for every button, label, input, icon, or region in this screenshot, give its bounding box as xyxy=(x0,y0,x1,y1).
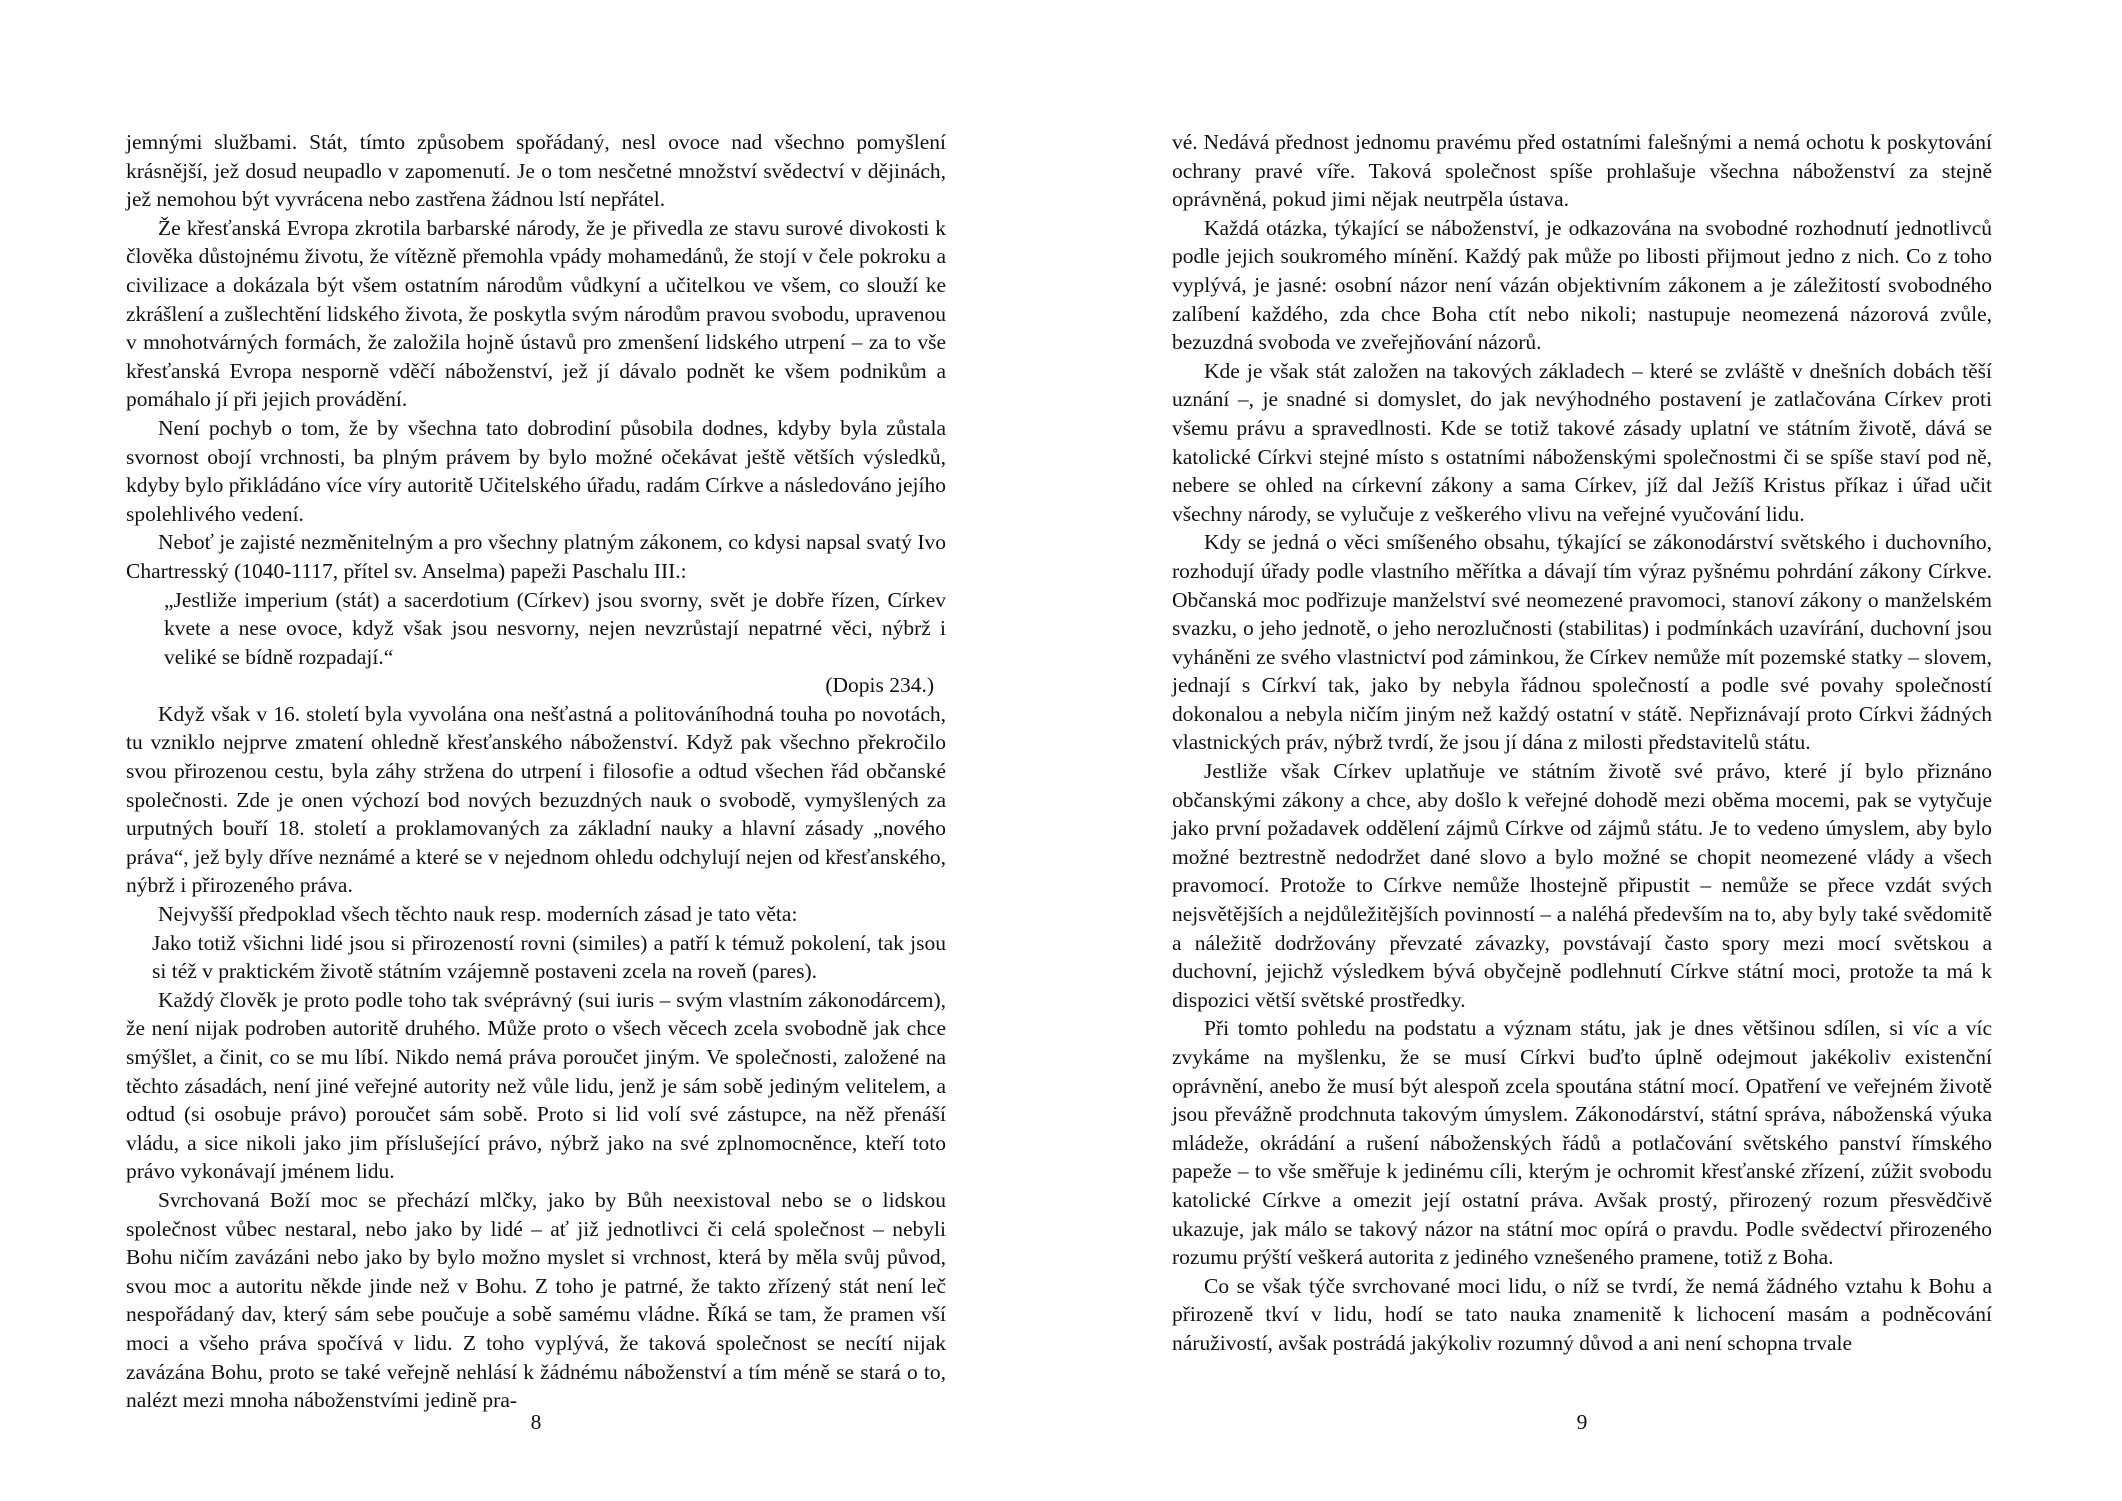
left-paragraph-8: Svrchovaná Boží moc se přechází mlčky, jako by Bůh neexistoval nebo se o lidskou společnost vůbec nestaral, nebo jako by lidé – ať již jednotlivci či celá společnost – nebyli Bohu ničím zavázáni nebo jako by bylo možno myslet si vrchnost, která by měla svůj původ, svou moc a autoritu někde jinde než v Bohu. Z toho je patrné, že takto zřízený stát není leč nespořádaný dav, který sám sebe poučuje a sobě samému vládne. Říká se tam, že pramen vší moci a všeho práva spočívá v lidu. Z toho vyplývá, že taková společnost se necítí nijak zavázána Bohu, proto se také veřejně nehlásí k žádnému náboženství a tím méně se stará o to, nalézt mezi mnoha náboženstvími jedině pra- xyxy=(126,1187,946,1413)
page-number-left: 8 xyxy=(530,1410,542,1434)
right-page xyxy=(1172,128,1992,1358)
right-paragraph-1: vé. Nedává přednost jednomu pravému před ostatními falešnými a nemá ochotu k poskytování ochrany pravé víře. Taková společnost spíše prohlašuje všechna náboženství za stejně oprávněná, pokud jimi nějak neutrpěla ústava. xyxy=(1172,130,1992,212)
left-paragraph-7: Každý člověk je proto podle toho tak svéprávný (sui iuris – svým vlastním zákonodárcem), že není nijak podroben autoritě druhého. Může proto o všech věcech zcela svobodně jak chce smýšlet, a činit, co se mu líbí. Nikdo nemá práva poroučet jiným. Ve společnosti, založené na těchto zásadách, není jiné veřejné autority než vůle lidu, jenž je sám sobě jediným velitelem, a odtud (si osobuje právo) poroučet sám sobě. Proto si lid volí své zástupce, na něž přenáší vládu, a sice nikoli jako jim příslušející právo, nýbrž jako na své zplnomocněnce, kteří toto právo vykonávají jménem lidu. xyxy=(126,987,946,1184)
jako-statement: Jako totiž všichni lidé jsou si přirozeností rovni (similes) a patří k témuž pokolení, tak jsou si též v praktickém životě státním vzájemně postaveni zcela na roveň (pares). xyxy=(152,930,946,984)
right-paragraph-3: Kde je však stát založen na takových základech – které se zvláště v dnešních dobách těší uznání –, je snadné si domyslet, do jak nevýhodného postavení je zatlačována Církev proti všemu právu a spravedlnosti. Kde se totiž takové zásady uplatní ve státním životě, dává se katolické Církvi stejné místo s ostatními náboženskými společnostmi či se spíše staví pod ně, nebere se ohled na církevní zákony a sama Církev, jíž dal Ježíš Kristus příkaz i úřad učit všechny národy, se vylučuje z veškerého vlivu na veřejné vyučování lidu. xyxy=(1172,358,1992,526)
right-paragraph-7: Co se však týče svrchované moci lidu, o níž se tvrdí, že nemá žádného vztahu k Bohu a přirozeně tkví v lidu, hodí se tato nauka znamenitě k lichocení masám a podněcování náruživostí, avšak postrádá jakýkoliv rozumný důvod a ani není schopna trvale xyxy=(1172,1273,1992,1355)
right-paragraph-2: Každá otázka, týkající se náboženství, je odkazována na svobodné rozhodnutí jednotlivců podle jejich soukromého mínění. Každý pak může po libosti přijmout jedno z nich. Co z toho vyplývá, je jasné: osobní názor není vázán objektivním zákonem a je záležitostí svobodného zalíbení každého, zda chce Boha ctít nebo nikoli; nastupuje neomezená názorová zvůle, bezuzdná svoboda ve zveřejňování názorů. xyxy=(1172,215,1992,355)
left-paragraph-6: Nejvyšší předpoklad všech těchto nauk resp. moderních zásad je tato věta: xyxy=(158,902,798,927)
left-page xyxy=(126,128,946,1413)
right-paragraph-4: Kdy se jedná o věci smíšeného obsahu, týkající se zákonodárství světského i duchovního, rozhodují úřady podle vlastního měřítka a dávají tím výraz pyšnému pohrdání zákony Církve. Občanská moc podřizuje manželství své neomezené pravomoci, stanoví zákony o manželském svazku, o jeho jednotě, o jeho nerozlučnosti (stabilitas) i podmínkách uzavírání, duchovní jsou vyháněni ze svého vlastnictví pod záminkou, že Církev nemůže mít pozemské statky – slovem, jednají s Církví tak, jako by nebyla řádnou společností a podle své povahy společností dokonalou a nebyla ničím jiným než každý ostatní v státě. Nepřiznávají proto Církvi žádných vlastnických práv, nýbrž tvrdí, že jsou jí dána z milosti představitelů státu. xyxy=(1172,530,1992,755)
quote-citation: (Dopis 234.) xyxy=(825,673,934,698)
left-paragraph-1: jemnými službami. Stát, tímto způsobem spořádaný, nesl ovoce nad všechno pomyšlení krásnější, jež dosud neupadlo v zapomenutí. Je o tom nesčetné množství svědectví v dějinách, jež nemohou být vyvrácena nebo zastřena žádnou lstí nepřátel. xyxy=(126,130,946,212)
left-paragraph-4: Neboť je zajisté nezměnitelným a pro všechny platným zákonem, co kdysi napsal svatý Ivo Chartresský (1040-1117, přítel sv. Anselma) papeži Paschalu III.: xyxy=(126,530,946,583)
left-paragraph-2: Že křesťanská Evropa zkrotila barbarské národy, že je přivedla ze stavu surové divokosti k člověka důstojnému životu, že vítězně přemohla vpády mohamedánů, že stojí v čele pokroku a civilizace a dokázala být všem ostatním národům vůdkyní a učitelkou ve všem, co slouží ke zkrášlení a zušlechtění lidského života, že poskytla svým národům pravou svobodu, upravenou v mnohotvárných formách, že založila hojně ústavů pro zmenšení lidského utrpení – za to vše křesťanská Evropa nesporně vděčí náboženství, jež jí dávalo podnět ke všem podnikům a pomáhalo jí při jejich provádění. xyxy=(126,215,946,412)
ivo-quote: „Jestliže imperium (stát) a sacerdotium (Církev) jsou svorny, svět je dobře řízen, Církev kvete a nese ovoce, když však jsou nesvorny, nejen nevzrůstají nepatrné věci, nýbrž i veliké se bídně rozpadají.“ xyxy=(164,587,946,669)
right-paragraph-5: Jestliže však Církev uplatňuje ve státním životě své právo, které jí bylo přiznáno občanskými zákony a chce, aby došlo k veřejné dohodě mezi oběma mocemi, pak se vytyčuje jako první požadavek oddělení zájmů Církve od zájmů státu. Je to vedeno úmyslem, aby bylo možné beztrestně nedodržet dané slovo a bylo možné se chopit neomezené vlády a všech pravomocí. Protože to Církve nemůže lhostejně připustit – nemůže se přece vzdát svých nejsvětějších a nejdůležitějších povinností – a naléhá především na to, aby byly také svědomitě a náležitě dodržovány převzaté závazky, povstávají často spory mezi mocí světskou a duchovní, jejichž výsledkem bývá obyčejně podlehnutí Církve státní moci, protože ta má k dispozici větší světské prostředky. xyxy=(1172,759,1992,1012)
page-number-right: 9 xyxy=(1576,1410,1588,1434)
left-paragraph-5: Když však v 16. století byla vyvolána ona nešťastná a politováníhodná touha po novotách, tu vzniklo nejprve zmatení ohledně křesťanského náboženství. Když pak všechno překročilo svou přirozenou cestu, byla záhy stržena do utrpení i filosofie a odtud všechen řád občanské společnosti. Zde je onen výchozí bod nových bezuzdných nauk o svobodě, vymyšlených za urputných bouří 18. století a proklamovaných za základní nauky a hlavní zásady „nového práva“, jež byly dříve neznámé a které se v nejednom ohledu odchylují nejen od křesťanského, nýbrž i přirozeného práva. xyxy=(126,701,946,898)
right-paragraph-6: Při tomto pohledu na podstatu a význam státu, jak je dnes většinou sdílen, si víc a víc zvykáme na myšlenku, že se musí Církvi buďto úplně odejmout jakékoliv existenční oprávnění, anebo že musí být alespoň zcela spoutána státní mocí. Opatření ve veřejném životě jsou převážně prodchnuta takovým úmyslem. Zákonodárství, státní správa, náboženská výuka mládeže, okrádání a rušení náboženských řádů a potlačování světského panství římského papeže – to vše směřuje k jedinému cíli, kterým je ochromit křesťanské zřízení, zúžit svobodu katolické Církve a omezit její ostatní práva. Avšak prostý, přirozený rozum přesvědčivě ukazuje, jak málo se takový názor na státní moc opírá o pravdu. Podle svědectví přirozeného rozumu prýští veškerá autorita z jediného vznešeného pramene, totiž z Boha. xyxy=(1172,1016,1992,1270)
left-paragraph-3: Není pochyb o tom, že by všechna tato dobrodiní působila dodnes, kdyby byla zůstala svornost obojí vrchnosti, ba plným právem by bylo možné očekávat ještě větších výsledků, kdyby bylo přikládáno více víry autoritě Učitelského úřadu, radám Církve a následováno jejího spolehlivého vedení. xyxy=(126,415,946,526)
